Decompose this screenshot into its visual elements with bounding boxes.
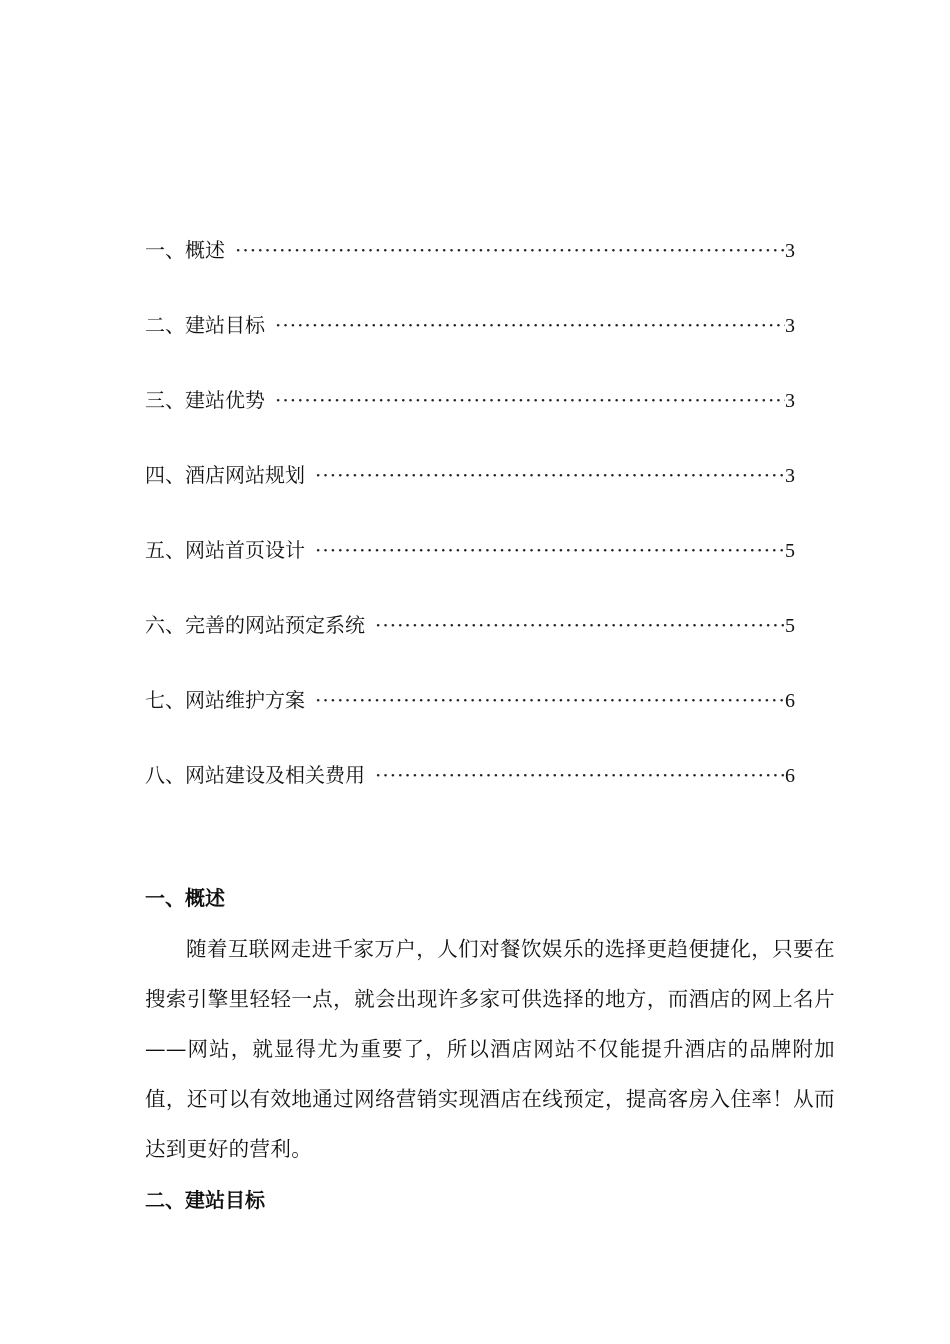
section-heading-overview: 一、概述 — [145, 886, 225, 910]
toc-entry-page: 5 — [785, 615, 795, 637]
toc-entry-title: 三、建站优势 — [145, 388, 265, 412]
toc-leader-dots — [315, 682, 785, 718]
toc-entry[interactable] — [145, 457, 795, 532]
toc-entry-page: 3 — [785, 465, 795, 487]
toc-leader-dots — [315, 457, 785, 493]
toc-entry[interactable] — [145, 607, 795, 682]
toc-leader-dots — [375, 757, 785, 793]
toc-entry-title: 四、酒店网站规划 — [145, 463, 305, 487]
toc-leader-dots — [275, 307, 785, 343]
toc-entry-page: 3 — [785, 240, 795, 262]
section-heading-goal: 二、建站目标 — [145, 1188, 265, 1212]
toc-entry[interactable] — [145, 382, 795, 457]
document-body — [145, 878, 835, 1220]
toc-leader-dots — [375, 607, 785, 643]
table-of-contents — [145, 232, 795, 832]
toc-entry[interactable] — [145, 307, 795, 382]
toc-leader-dots — [235, 232, 785, 268]
toc-entry-title: 一、概述 — [145, 238, 225, 262]
toc-leader-dots — [315, 532, 785, 568]
toc-entry-title: 八、网站建设及相关费用 — [145, 763, 365, 787]
toc-leader-dots — [275, 382, 785, 418]
overview-paragraph: 随着互联网走进千家万户，人们对餐饮娱乐的选择更趋便捷化，只要在搜索引擎里轻轻一点，就会出现许多家可供选择的地方，而酒店的网上名片——网站，就显得尤为重要了，所以酒店网站不仅能提升酒店的品牌附加值，还可以有效地通过网络营销实现酒店在线预定，提高客房入住率！从而达到更好的营利。 — [145, 937, 835, 1161]
toc-entry-title: 五、网站首页设计 — [145, 538, 305, 562]
toc-entry-title: 六、完善的网站预定系统 — [145, 613, 365, 637]
toc-entry[interactable] — [145, 532, 795, 607]
toc-entry-title: 七、网站维护方案 — [145, 688, 305, 712]
toc-entry-page: 5 — [785, 540, 795, 562]
toc-entry-page: 3 — [785, 390, 795, 412]
toc-entry-page: 6 — [785, 690, 795, 712]
toc-entry[interactable] — [145, 232, 795, 307]
toc-entry[interactable] — [145, 682, 795, 757]
toc-entry[interactable] — [145, 757, 795, 832]
toc-entry-page: 3 — [785, 315, 795, 337]
toc-entry-title: 二、建站目标 — [145, 313, 265, 337]
toc-entry-page: 6 — [785, 765, 795, 787]
